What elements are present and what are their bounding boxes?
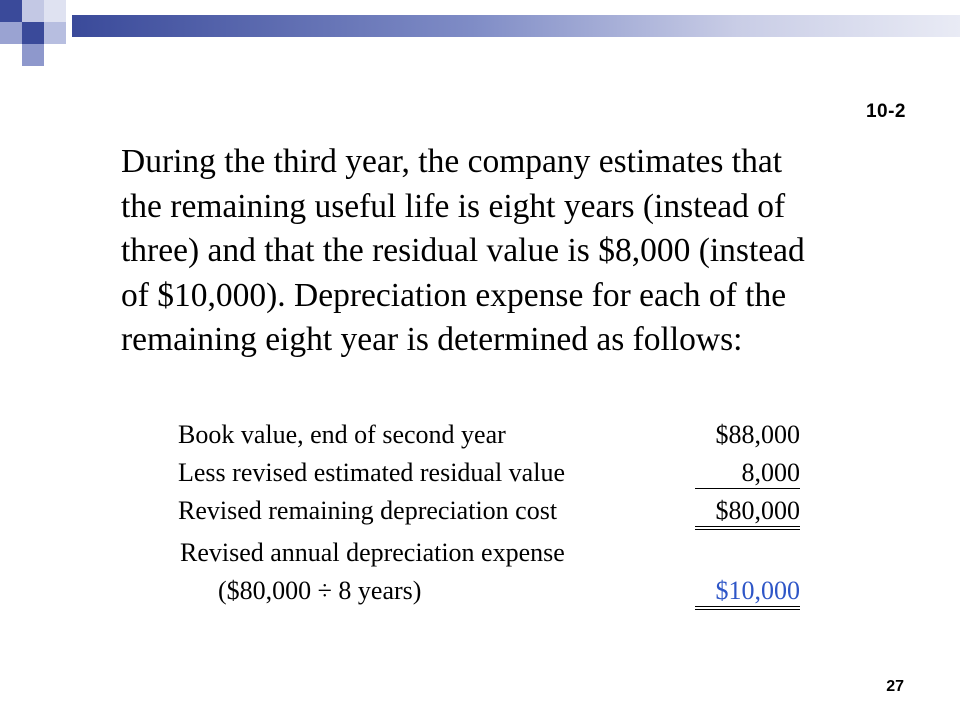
deco-square <box>0 22 22 44</box>
deco-square <box>0 0 22 22</box>
row-amount: $88,000 <box>715 420 800 449</box>
deco-square <box>22 22 44 44</box>
annual-label-line1: Revised annual depreciation expense <box>180 538 565 567</box>
body-paragraph: During the third year, the company estimates that the remaining useful life is eight years (instead of three) and that the residual value is $8,000 (instead of $10,000). Depreciation expense for each of the remaining eight year is determined as follows: <box>121 143 805 358</box>
row-amount: 8,000 <box>695 458 800 489</box>
header-gradient-bar <box>72 15 960 37</box>
page-number: 27 <box>886 678 904 695</box>
annual-label-line2: ($80,000 ÷ 8 years) <box>218 576 422 605</box>
table-row <box>0 420 960 452</box>
table-row <box>0 496 960 530</box>
row-label: Less revised estimated residual value <box>178 458 565 487</box>
deco-square <box>44 0 66 22</box>
slide-id-label: 10-2 <box>865 101 906 122</box>
annual-amount: $10,000 <box>695 576 800 610</box>
annual-expense-row <box>0 538 960 610</box>
row-label: Revised remaining depreciation cost <box>178 496 558 525</box>
deco-square <box>22 0 44 22</box>
table-row <box>0 458 960 490</box>
deco-square <box>22 44 44 66</box>
row-label: Book value, end of second year <box>178 420 506 449</box>
row-amount: $80,000 <box>695 496 800 530</box>
deco-square <box>44 22 66 44</box>
